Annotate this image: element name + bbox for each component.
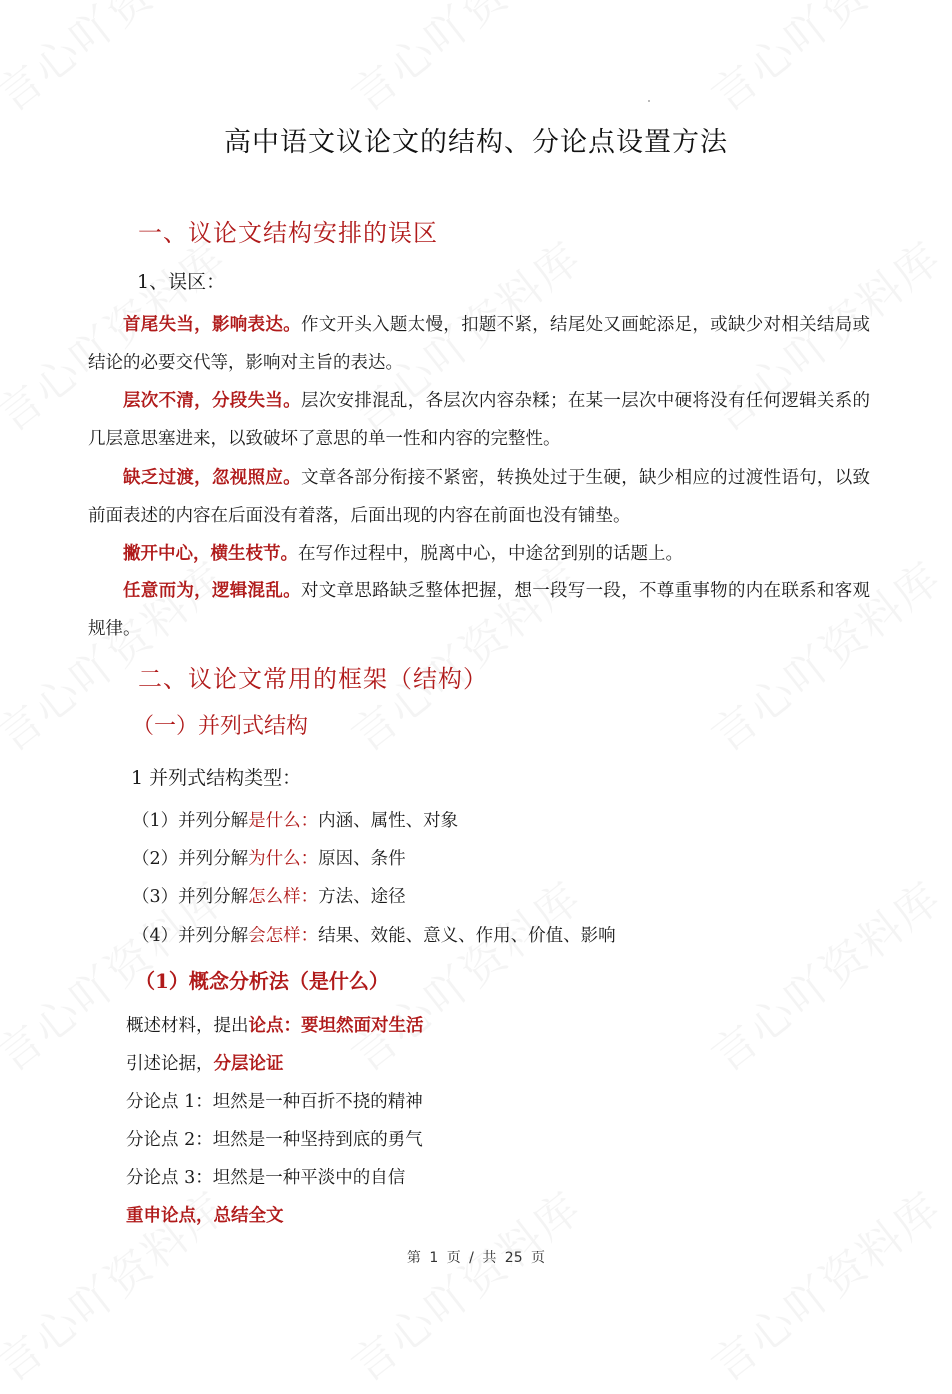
type-item-3 xyxy=(132,883,406,908)
type-key: 怎么样： xyxy=(248,887,319,907)
method-heading: （1）概念分析法（是什么） xyxy=(135,969,389,993)
subsection-heading-parallel: （一）并列式结构 xyxy=(132,714,309,739)
paragraph-lead: 缺乏过渡，忽视照应。 xyxy=(123,468,301,488)
document-title: 高中语文议论文的结构、分论点设置方法 xyxy=(224,127,728,158)
argument-text: 分层论证 xyxy=(213,1054,284,1074)
type-value: 方法、途径 xyxy=(318,887,406,907)
type-prefix: （3）并列分解 xyxy=(132,887,249,907)
speck xyxy=(648,100,650,102)
type-item-4 xyxy=(132,922,616,947)
paragraph-text: 作文开头入题太慢，扣题不紧，结尾处又画蛇添足，或缺少对相关结局或结论的必要交代等，影响对主旨的表达。 xyxy=(88,315,871,373)
paragraph-lead: 层次不清，分段失当。 xyxy=(123,391,301,411)
paragraph-text: 在写作过程中，脱离中心，中途岔到别的话题上。 xyxy=(298,544,683,564)
conclusion-line: 重申论点，总结全文 xyxy=(126,1206,284,1226)
page-number: 第 1 页 / 共 25 页 xyxy=(406,1250,546,1266)
paragraph-text: 文章各部分衔接不紧密，转换处过于生硬，缺少相应的过渡性语句，以致前面表述的内容在后面没有着落，后面出现的内容在前面也没有铺垫。 xyxy=(88,468,871,526)
type-item-2 xyxy=(132,845,406,870)
type-value: 内涵、属性、对象 xyxy=(318,811,459,831)
paragraph-text: 对文章思路缺乏整体把握，想一段写一段，不尊重事物的内在联系和客观规律。 xyxy=(88,581,871,639)
paragraph-lead: 首尾失当，影响表达。 xyxy=(123,315,301,335)
type-value: 原因、条件 xyxy=(318,849,406,869)
paragraph-text: 层次安排混乱，各层次内容杂糅；在某一层次中硬将没有任何逻辑关系的几层意思塞进来，以致破坏了意思的单一性和内容的完整性。 xyxy=(88,391,871,449)
section-heading-2: 二、议论文常用的框架（结构） xyxy=(138,665,488,693)
paragraph-1 xyxy=(88,306,870,382)
type-item-1 xyxy=(132,807,458,832)
paragraph-5 xyxy=(88,572,870,648)
paragraph-3 xyxy=(88,459,870,535)
types-heading: 1 并列式结构类型： xyxy=(131,767,302,789)
sub-point-2: 分论点 2：坦然是一种坚持到底的勇气 xyxy=(126,1130,423,1150)
paragraph-4 xyxy=(88,535,870,573)
sub-point-3: 分论点 3：坦然是一种平淡中的自信 xyxy=(126,1168,406,1188)
type-key: 是什么： xyxy=(248,811,319,831)
line-prefix: 概述材料，提出 xyxy=(126,1016,249,1036)
method-line-thesis xyxy=(126,1012,424,1037)
type-prefix: （2）并列分解 xyxy=(132,849,249,869)
paragraph-2 xyxy=(88,382,870,458)
paragraph-lead: 撇开中心，横生枝节。 xyxy=(123,544,298,564)
paragraph-lead: 任意而为，逻辑混乱。 xyxy=(123,581,301,601)
type-key: 会怎样： xyxy=(248,926,319,946)
line-prefix: 引述论据， xyxy=(126,1054,214,1074)
type-prefix: （1）并列分解 xyxy=(132,811,249,831)
type-prefix: （4）并列分解 xyxy=(132,926,249,946)
thesis-text: 论点：要坦然面对生活 xyxy=(248,1016,424,1036)
section-heading-1: 一、议论文结构安排的误区 xyxy=(138,219,438,247)
sub-point-1: 分论点 1：坦然是一种百折不挠的精神 xyxy=(126,1092,423,1112)
type-key: 为什么： xyxy=(248,849,319,869)
type-value: 结果、效能、意义、作用、价值、影响 xyxy=(318,926,616,946)
subheading-mistakes: 1、误区： xyxy=(137,271,226,293)
method-line-argument xyxy=(126,1050,284,1075)
